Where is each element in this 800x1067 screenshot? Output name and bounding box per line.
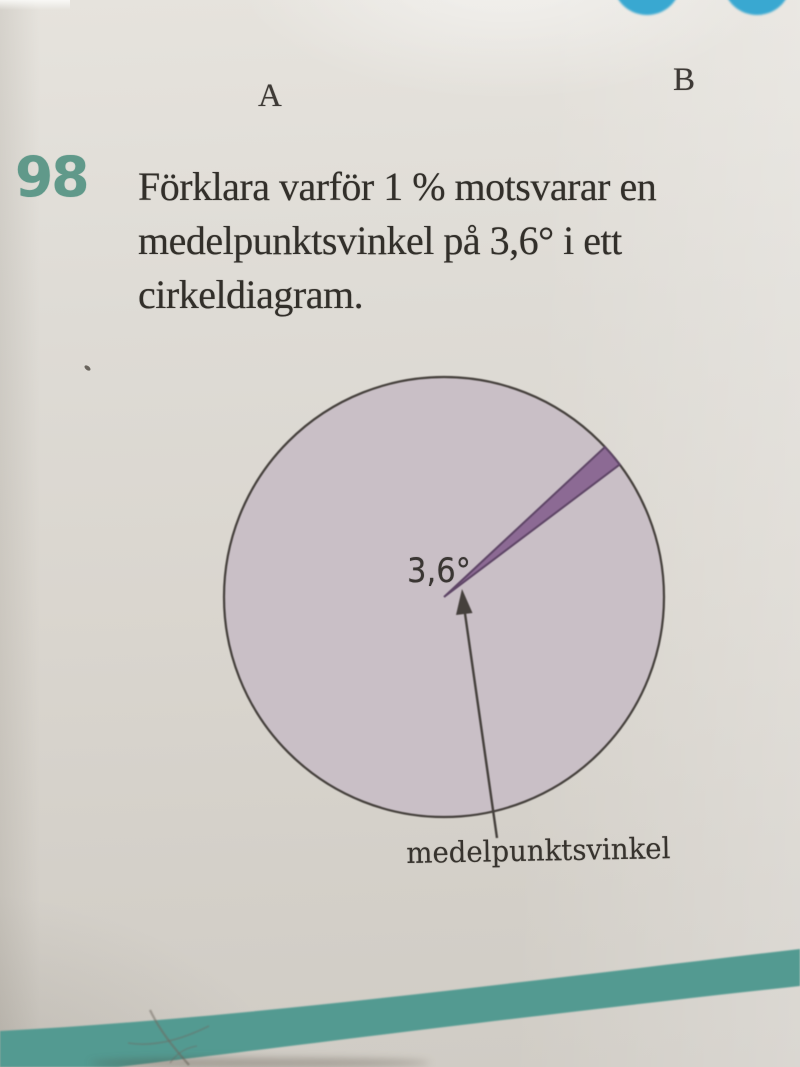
exercise-number: 98 xyxy=(15,145,88,209)
column-label-b: B xyxy=(673,62,696,98)
teal-wave-band xyxy=(0,949,800,1067)
angle-value-label: 3,6° xyxy=(407,551,471,591)
page-bottom-shadow xyxy=(90,1058,430,1067)
exercise-line: Förklara varför 1 % motsvarar en xyxy=(138,164,657,209)
center-angle-caption: medelpunktsvinkel xyxy=(406,831,671,870)
exercise-line: medelpunktsvinkel på 3,6° i ett xyxy=(138,218,622,263)
column-label-a: A xyxy=(258,78,282,114)
exercise-line: cirkeldiagram. xyxy=(138,272,364,317)
